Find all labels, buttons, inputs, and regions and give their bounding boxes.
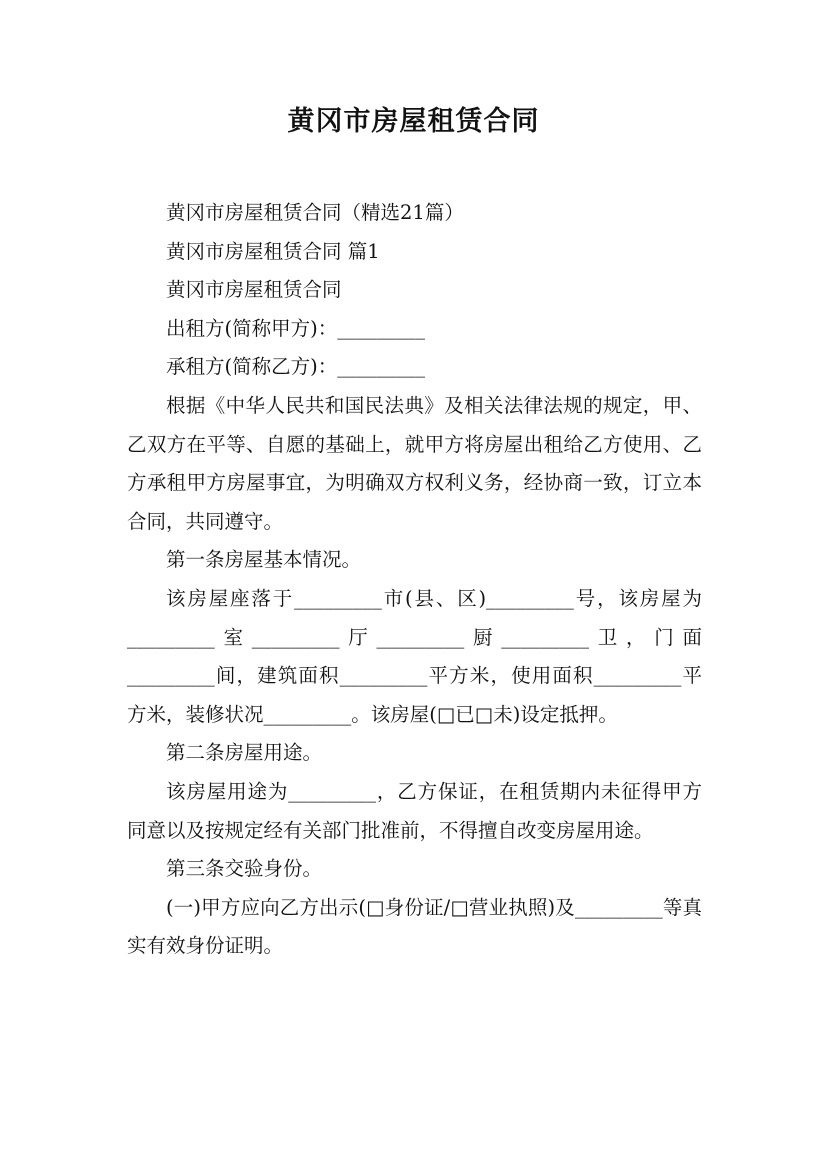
paragraph-article-3-heading: 第三条交验身份。 (166, 857, 323, 881)
paragraph-article-1-body: 该房屋座落于_________市(县、区)_________号，该房屋为_________室_________厅_________厨_________卫，门面_________间，建筑面积_________平方米，使用面积_________平方米，装修状况_________。该房屋(□已□未)设定抵押。 (127, 586, 702, 726)
paragraph-lessor: 出租方(简称甲方)：_________ (166, 316, 425, 340)
paragraph-article-3-item-1: (一)甲方应向乙方出示(□身份证/□营业执照)及_________等真实有效身份证明。 (127, 895, 702, 958)
paragraph-article-2-body: 该房屋用途为_________，乙方保证，在租赁期内未征得甲方同意以及按规定经有关部门批准前，不得擅自改变房屋用途。 (127, 779, 702, 842)
paragraph-article-1-heading: 第一条房屋基本情况。 (166, 548, 362, 572)
paragraph-subtitle: 黄冈市房屋租赁合同（精选21篇） (166, 201, 464, 224)
paragraph-article-2-heading: 第二条房屋用途。 (166, 741, 323, 765)
document-body (127, 194, 702, 966)
paragraph-preamble: 根据《中华人民共和国民法典》及相关法律法规的规定，甲、乙双方在平等、自愿的基础上，就甲方将房屋出租给乙方使用、乙方承租甲方房屋事宜，为明确双方权利义务，经协商一致，订立本合同，共同遵守。 (127, 393, 702, 533)
document-title: 黄冈市房屋租赁合同 (287, 106, 540, 137)
paragraph-contract-name: 黄冈市房屋租赁合同 (166, 278, 342, 302)
paragraph-chapter-heading: 黄冈市房屋租赁合同 篇1 (166, 239, 380, 263)
paragraph-lessee: 承租方(简称乙方)：_________ (166, 355, 425, 379)
